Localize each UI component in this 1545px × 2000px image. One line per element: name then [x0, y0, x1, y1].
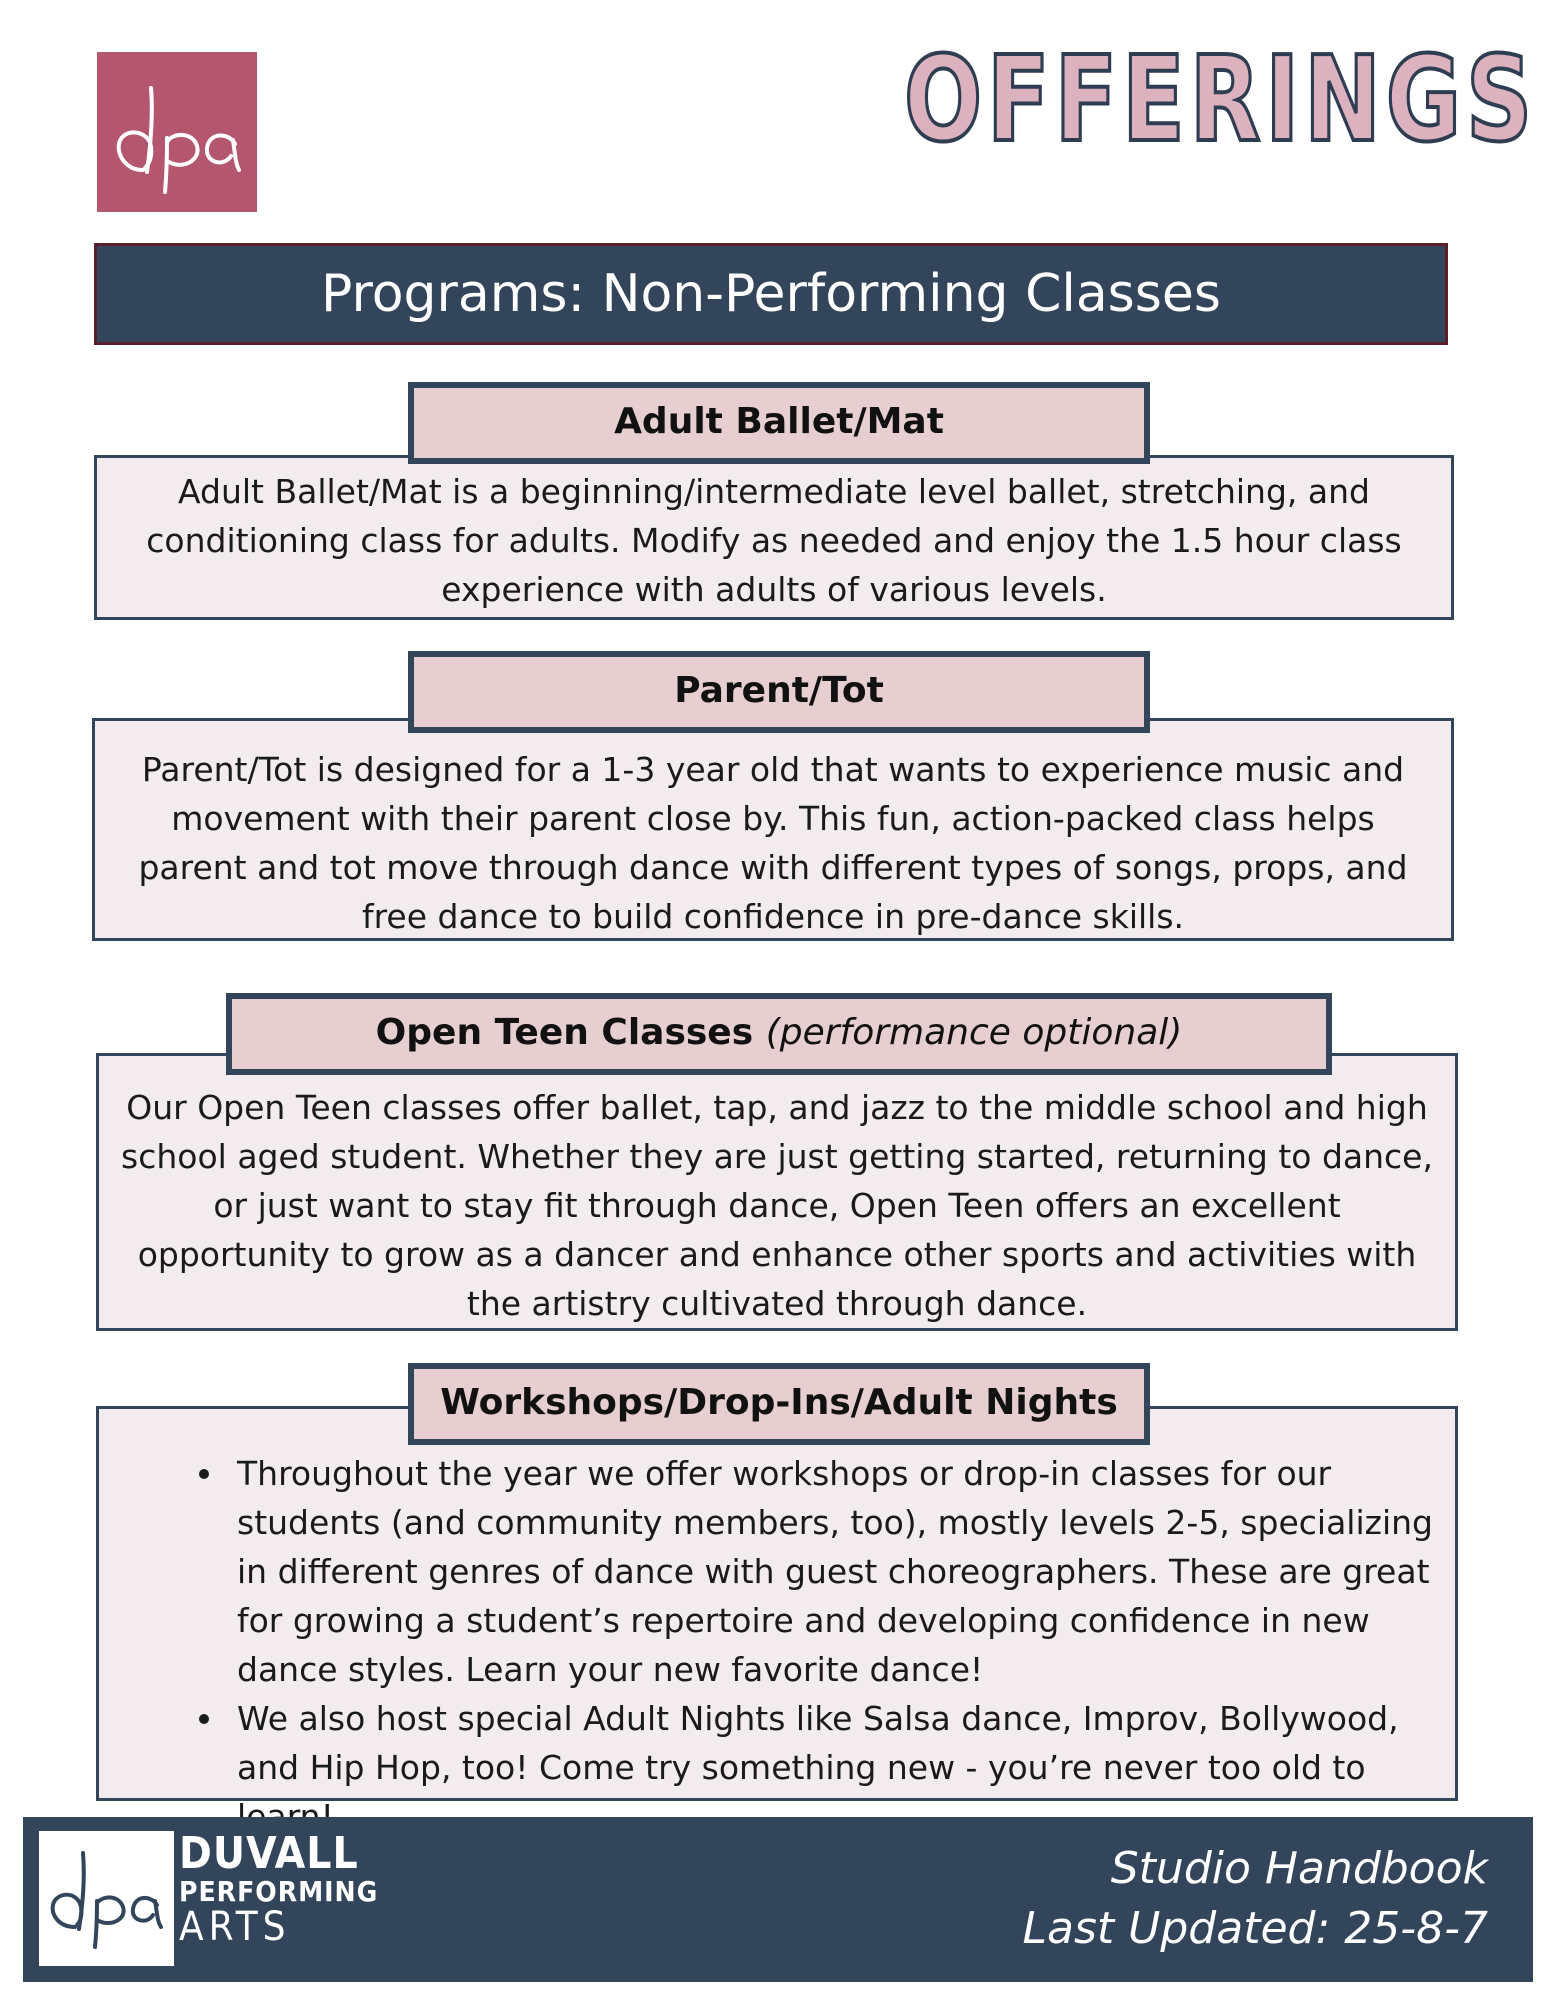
dpa-logo-mark-small [39, 1831, 174, 1966]
brand-line-1: DUVALL [179, 1828, 359, 1879]
page-title: OFFERINGS [904, 30, 1537, 168]
section-banner: Programs: Non-Performing Classes [94, 243, 1448, 345]
program-tab-open-teen [226, 993, 1332, 1075]
workshop-bullet-list [161, 1449, 1435, 1841]
brand-line-2: PERFORMING [179, 1875, 379, 1908]
program-title: Open Teen Classes [375, 1012, 754, 1053]
program-description: Our Open Teen classes offer ballet, tap, and jazz to the middle school and high school aged student. Whether they are just getting started, returning to dance, or just want to stay fit through dance, Open Teen offers an excellent opportunity to grow as a dancer and enhance other sports and activities with the artistry cultivated through dance. [121, 1088, 1433, 1323]
program-box-parent-tot [92, 718, 1454, 941]
program-title-note: (performance optional) [765, 1012, 1183, 1053]
dpa-logo-mark [97, 52, 257, 212]
program-tab-parent-tot [408, 651, 1150, 733]
program-title: Workshops/Drop-Ins/Adult Nights [440, 1382, 1118, 1423]
doc-name: Studio Handbook [1110, 1843, 1488, 1894]
footer-info [1023, 1839, 1488, 1959]
program-description: Adult Ballet/Mat is a beginning/intermediate level ballet, stretching, and conditioning class for adults. Modify as needed and enjoy the 1.5 hour class experience with adults of various levels. [146, 472, 1402, 609]
footer-brand [179, 1828, 379, 1950]
dpa-logo [97, 52, 257, 212]
footer [23, 1817, 1533, 1982]
program-tab-adult-ballet [408, 382, 1150, 464]
program-title: Adult Ballet/Mat [614, 401, 944, 442]
list-item: We also host special Adult Nights like Salsa dance, Improv, Bollywood, and Hip Hop, too! Come try something new - you’re never too old to [161, 1694, 1435, 1841]
last-updated: Last Updated: 25-8-7 [1022, 1903, 1488, 1954]
brand-line-3: ARTS [179, 1904, 291, 1950]
footer-logo [39, 1831, 174, 1966]
program-box-adult-ballet [94, 455, 1454, 620]
program-tab-workshops [408, 1363, 1150, 1445]
program-description: Parent/Tot is designed for a 1-3 year old that wants to experience music and movement with their parent close by. This fun, action-packed class helps parent and tot move through dance with different types of songs, props, and free dance to build confidence in pre-dance skills. [138, 750, 1408, 936]
program-box-open-teen [96, 1053, 1458, 1331]
list-item: Throughout the year we offer workshops or drop-in classes for our students (and community members, too), mostly levels 2-5, specializing in different genres of dance with guest choreographers. These are great for growing a student’s repertoire and developing confidence in new dance styles. Learn your new favorite dance! [161, 1449, 1435, 1694]
program-title: Parent/Tot [674, 670, 884, 711]
program-box-workshops [96, 1406, 1458, 1801]
